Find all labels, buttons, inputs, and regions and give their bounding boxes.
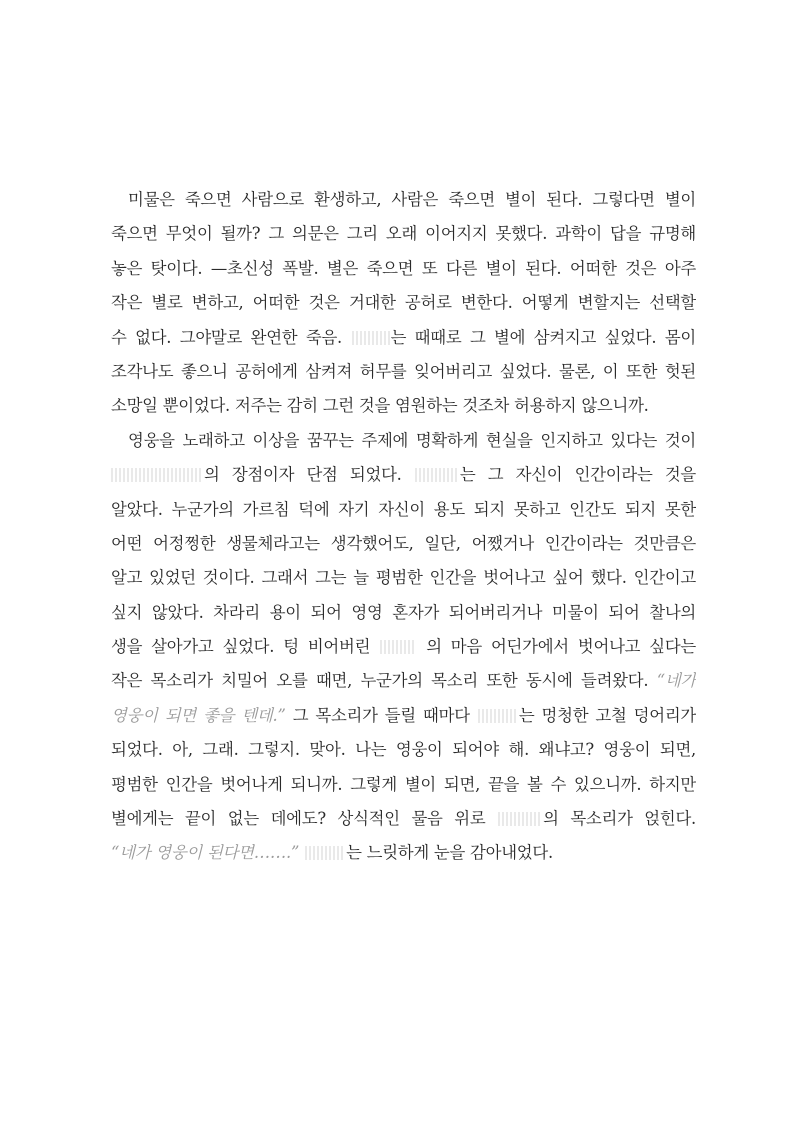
text-span: 되었다. 아, 그래. 그렇지. 맞아. 나는 영웅이 되어야 해. 왜냐고? 영웅이 되면, [111, 740, 696, 760]
p2-line-9 [111, 699, 696, 733]
text-span: 는 멍청한 고철 덩어리가 [518, 705, 696, 725]
quote-text: “네가 [656, 671, 696, 691]
p1-line-6 [111, 355, 696, 389]
p2-line-11 [111, 768, 696, 802]
redacted-name [478, 709, 518, 723]
p2-line-5 [111, 561, 696, 595]
text-span: 생을 살아가고 싶었다. 텅 비어버린 [111, 637, 371, 657]
redacted-name [380, 640, 416, 654]
p1-line-2 [111, 217, 696, 251]
text-span: 작은 목소리가 치밀어 오를 때면, 누군가의 목소리 또한 동시에 들려왔다. [111, 671, 649, 691]
p2-line-2 [111, 458, 696, 492]
redacted-name [305, 846, 345, 860]
text-span: 죽으면 무엇이 될까? 그 의문은 그리 오래 이어지지 못했다. 과학이 답을 규명해 [111, 224, 696, 244]
redacted-name [498, 812, 542, 826]
p2-line-3 [111, 493, 696, 527]
p1-line-5 [111, 321, 696, 355]
p1-line-3 [111, 252, 696, 286]
text-span: 알고 있었던 것이다. 그래서 그는 늘 평범한 인간을 벗어나고 싶어 했다. 인간이고 [111, 568, 696, 588]
text-span: 의 목소리가 얹힌다. [543, 809, 696, 829]
text-span: 영웅을 노래하고 이상을 꿈꾸는 주제에 명확하게 현실을 인지하고 있다는 것이 [128, 430, 696, 450]
text-span: 놓은 탓이다. —초신성 폭발. 별은 죽으면 또 다른 별이 된다. 어떠한 것은 아주 [111, 258, 696, 278]
p2-line-13 [111, 836, 696, 870]
text-span: 의 마음 어딘가에서 벗어나고 싶다는 [426, 637, 696, 657]
text-span: 미물은 죽으면 사람으로 환생하고, 사람은 죽으면 별이 된다. 그렇다면 별이 [128, 190, 696, 209]
quote-text: 영웅이 되면 좋을 텐데.” [111, 705, 286, 725]
p2-line-7 [111, 630, 696, 664]
p1-line-7 [111, 389, 696, 423]
text-span: 평범한 인간을 벗어나게 되니까. 그렇게 별이 되면, 끝을 볼 수 있으니까. 하지만 [111, 774, 696, 794]
p1-line-1 [111, 183, 696, 217]
quote-text: “네가 영웅이 된다면…….” [111, 843, 300, 863]
text-span: 그 목소리가 들릴 때마다 [292, 705, 470, 725]
p1-line-4 [111, 286, 696, 320]
redacted-name [415, 468, 459, 482]
p2-line-1 [111, 424, 696, 458]
p2-line-6 [111, 596, 696, 630]
p2-line-4 [111, 527, 696, 561]
text-span: 의 장점이자 단점 되었다. [204, 465, 402, 485]
text-span: 작은 별로 변하고, 어떠한 것은 거대한 공허로 변한다. 어떻게 변할지는 선택할 [111, 293, 696, 313]
text-span: 는 그 자신이 인간이라는 것을 [459, 465, 696, 485]
text-span: 는 느릿하게 눈을 감아내었다. [346, 843, 553, 863]
body-text [111, 183, 696, 871]
text-span: 별에게는 끝이 없는 데에도? 상식적인 물음 위로 [111, 809, 486, 829]
text-span: 싶지 않았다. 차라리 용이 되어 영영 혼자가 되어버리거나 미물이 되어 찰나의 [111, 602, 696, 622]
text-span: 수 없다. 그야말로 완연한 죽음. [111, 327, 343, 347]
p2-line-12 [111, 802, 696, 836]
text-span: 소망일 뿐이었다. 저주는 감히 그런 것을 염원하는 것조차 허용하지 않으니까. [111, 396, 649, 416]
redacted-name [111, 468, 203, 482]
text-span: 어떤 어정쩡한 생물체라고는 생각했어도, 일단, 어쨌거나 인간이라는 것만큼은 [111, 533, 696, 553]
p2-line-10 [111, 733, 696, 767]
text-span: 조각나도 좋으니 공허에게 삼켜져 허무를 잊어버리고 싶었다. 물론, 이 또한 헛된 [111, 361, 696, 381]
text-span: 는 때때로 그 별에 삼켜지고 싶었다. 몸이 [390, 327, 696, 347]
p2-line-8 [111, 664, 696, 698]
text-span: 알았다. 누군가의 가르침 덕에 자기 자신이 용도 되지 못하고 인간도 되지 못한 [111, 499, 696, 519]
redacted-name [352, 331, 390, 345]
